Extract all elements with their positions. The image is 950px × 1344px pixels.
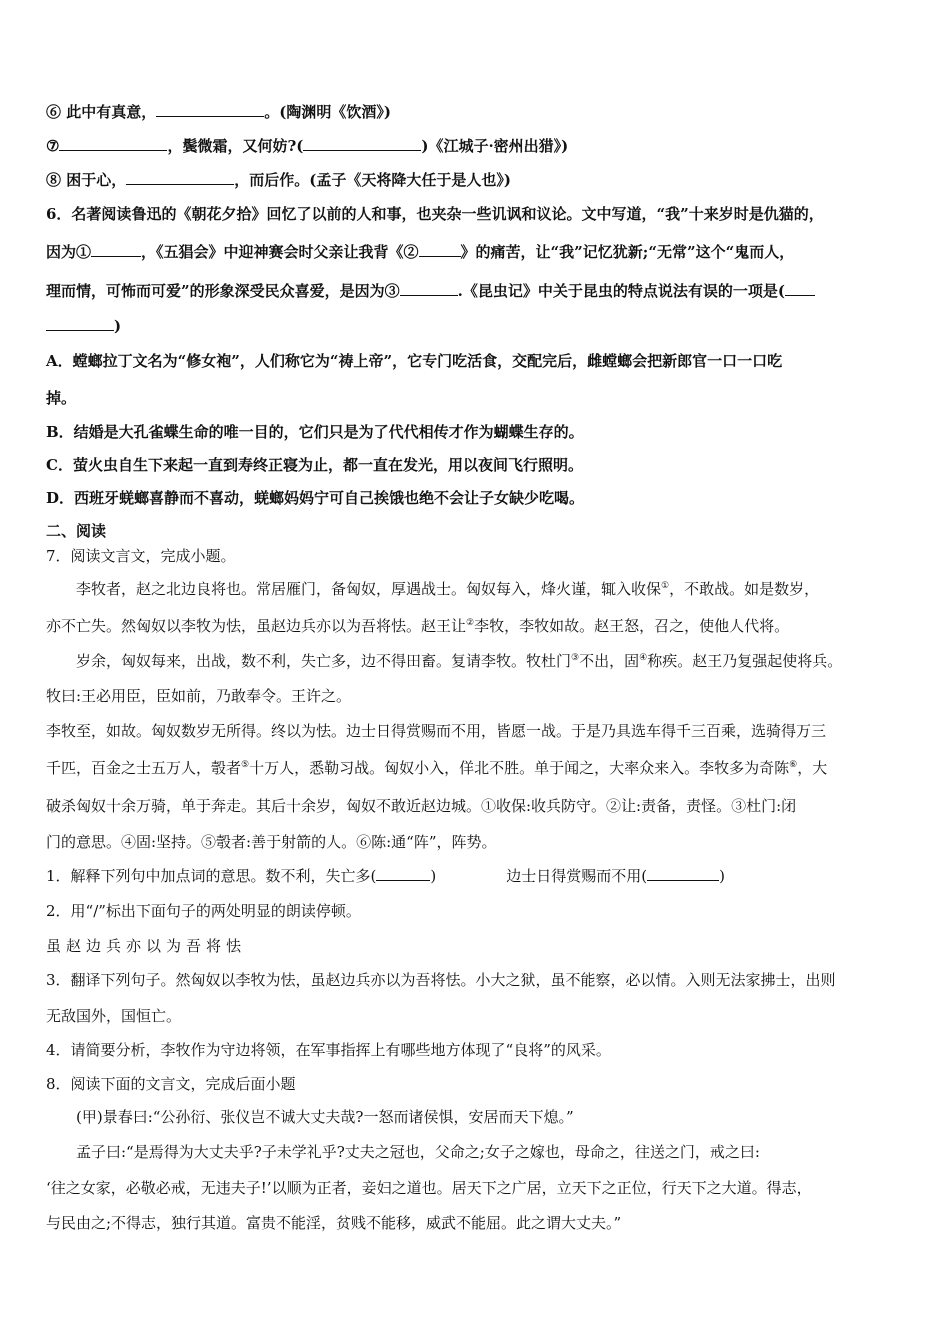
q8-intro: 8．阅读下面的文言文，完成后面小题 xyxy=(46,1075,296,1093)
q6-text: ，《五猖会》中迎神赛会时父亲让我背《② xyxy=(141,243,419,261)
footnote-mark: ④ xyxy=(639,653,648,663)
q7-sub-4: 4．请简要分析，李牧作为守边将领，在军事指挥上有哪些地方体现了“良将”的风采。 xyxy=(46,1041,611,1059)
blank-6[interactable] xyxy=(156,102,264,117)
poem-6-source: 。(陶渊明《饮酒》) xyxy=(264,103,391,121)
passage-text: 亦不亡失。然匈奴以李牧为怯，虽赵边兵亦以为吾将怯。赵王让 xyxy=(46,617,467,635)
question-text: ) xyxy=(430,867,437,885)
q8-passage-line: (甲)景春曰:“公孙衍、张仪岂不诚大丈夫哉?一怒而诸侯惧，安居而天下熄。” xyxy=(76,1108,574,1126)
blank-8[interactable] xyxy=(126,170,234,185)
poem-7-text: ，鬓微霜，又何妨?( xyxy=(167,137,304,155)
q7-sub-2: 2．用“/”标出下面句子的两处明显的朗读停顿。 xyxy=(46,902,361,920)
poem-line-7 xyxy=(46,136,916,156)
q7-intro: 7．阅读文言文，完成小题。 xyxy=(46,547,236,565)
q6-text: 》的痛苦，让“我”记忆犹新;“无常”这个“鬼而人， xyxy=(460,243,795,261)
q7-passage-line xyxy=(76,651,916,671)
q7-passage-line xyxy=(46,758,916,778)
q6-text: 因为① xyxy=(46,243,92,261)
q6-close-paren: ) xyxy=(114,317,122,335)
question-text: 边士日得赏赐而不用( xyxy=(506,867,648,885)
q7-sub-3: 3．翻译下列句子。然匈奴以李牧为怯，虽赵边兵亦以为吾将怯。小大之狱，虽不能察，必以情。入则无法家拂士，出则 xyxy=(46,971,836,989)
passage-text: 十万人，悉勒习战。匈奴小入，佯北不胜。单于闻之，大率众来入。李牧多为奇陈 xyxy=(249,759,790,777)
q6-line-2 xyxy=(46,242,916,262)
q8-passage-line: ‘往之女家，必敬必戒，无违夫子!’以顺为正者，妾妇之道也。居天下之广居，立天下之正位，行天下之大道。得志， xyxy=(46,1179,812,1197)
passage-text: ，不敢战。如是数岁， xyxy=(669,580,820,598)
poem-7-number: ⑦ xyxy=(46,137,60,155)
passage-text: 称疾。赵王乃复强起使将兵。 xyxy=(647,652,843,670)
q7-passage-line: 牧曰:王必用臣，臣如前，乃敢奉令。王许之。 xyxy=(46,687,352,705)
blank-q7-1b[interactable] xyxy=(647,866,719,881)
passage-text: 李牧者，赵之北边良将也。常居雁门，备匈奴，厚遇战士。匈奴每入，烽火谨，辄入收保 xyxy=(76,580,662,598)
question-text: ) xyxy=(719,867,725,885)
poem-8-text: ⑧ 困于心， xyxy=(46,171,127,189)
q7-pause-sentence[interactable]: 虽赵边兵亦以为吾将怯 xyxy=(46,937,247,955)
footnote-mark: ③ xyxy=(571,653,580,663)
q8-passage-line: 孟子曰:“是焉得为大丈夫乎?子未学礼乎?丈夫之冠也，父命之;女子之嫁也，母命之，往送之门，戒之曰: xyxy=(76,1143,760,1161)
poem-8-source: ，而后作。(孟子《天将降大任于是人也》) xyxy=(234,171,511,189)
poem-line-8 xyxy=(46,170,916,190)
section-title: 二、阅读 xyxy=(46,522,107,540)
passage-text: 千匹，百金之士五万人，彀者 xyxy=(46,759,242,777)
option-a-line-1[interactable]: A．螳螂拉丁文名为“修女袍”，人们称它为“祷上帝”，它专门吃活食，交配完后，雌螳螂会把新郎官一口一口吃 xyxy=(46,352,783,370)
footnote-mark: ② xyxy=(466,618,475,628)
blank-q6-2[interactable] xyxy=(419,242,461,257)
q7-passage-line: 破杀匈奴十余万骑，单于奔走。其后十余岁，匈奴不敢近赵边城。①收保:收兵防守。②让:责备，责怪。③杜门:闭 xyxy=(46,797,797,815)
q6-text: .《昆虫记》中关于昆虫的特点说法有误的一项是( xyxy=(457,282,785,300)
option-c[interactable]: C．萤火虫自生下来起一直到寿终正寝为止，都一直在发光，用以夜间飞行照明。 xyxy=(46,456,583,474)
q7-passage-line: 李牧至，如故。匈奴数岁无所得。终以为怯。边士日得赏赐而不用，皆愿一战。于是乃具选车得千三百乘，选骑得万三 xyxy=(46,722,827,740)
footnote-mark: ⑤ xyxy=(241,760,250,770)
q7-sub-1 xyxy=(46,866,916,886)
q6-line-1: 6．名著阅读鲁迅的《朝花夕拾》回忆了以前的人和事，也夹杂一些讥讽和议论。文中写道，“我”十来岁时是仇猫的， xyxy=(46,205,824,223)
option-b[interactable]: B．结婚是大孔雀蝶生命的唯一目的，它们只是为了代代相传才作为蝴蝶生存的。 xyxy=(46,423,584,441)
q8-passage-line: 与民由之;不得志，独行其道。富贵不能淫，贫贱不能移，威武不能屈。此之谓大丈夫。” xyxy=(46,1214,622,1232)
q7-passage-line xyxy=(46,616,916,636)
blank-q7-1a[interactable] xyxy=(376,866,430,881)
question-text: 1．解释下列句中加点词的意思。数不利，失亡多( xyxy=(46,867,377,885)
footnote-mark: ⑥ xyxy=(789,760,798,770)
poem-6-text: ⑥ 此中有真意， xyxy=(46,103,157,121)
footnote-mark: ① xyxy=(661,581,670,591)
blank-7a[interactable] xyxy=(59,136,167,151)
q7-sub-3-cont: 无敌国外，国恒亡。 xyxy=(46,1007,182,1025)
poem-line-6 xyxy=(46,102,916,122)
passage-text: 李牧，李牧如故。赵王怒，召之，使他人代将。 xyxy=(474,617,790,635)
poem-7-source: )《江城子·密州出猎》) xyxy=(421,137,569,155)
q6-line-4 xyxy=(46,316,916,336)
blank-7b[interactable] xyxy=(303,136,421,151)
q6-text: 理而情，可怖而可爱”的形象深受民众喜爱，是因为③ xyxy=(46,282,400,300)
blank-q6-3[interactable] xyxy=(400,281,458,296)
q7-passage-line xyxy=(76,579,916,599)
q7-passage-line: 门的意思。④固:坚持。⑤彀者:善于射箭的人。⑥陈:通“阵”，阵势。 xyxy=(46,833,497,851)
option-a-line-2[interactable]: 掉。 xyxy=(46,389,77,407)
option-d[interactable]: D．西班牙蜣螂喜静而不喜动，蜣螂妈妈宁可自己挨饿也绝不会让子女缺少吃喝。 xyxy=(46,489,585,507)
passage-text: 岁余，匈奴每来，出战，数不利，失亡多，边不得田畜。复请李牧。牧杜门 xyxy=(76,652,572,670)
blank-q6-1[interactable] xyxy=(91,242,141,257)
q6-line-3 xyxy=(46,281,916,301)
passage-text: 不出，固 xyxy=(579,652,640,670)
blank-q6-answer-b[interactable] xyxy=(46,316,114,331)
blank-q6-answer-a[interactable] xyxy=(785,281,815,296)
passage-text: ，大 xyxy=(797,759,828,777)
